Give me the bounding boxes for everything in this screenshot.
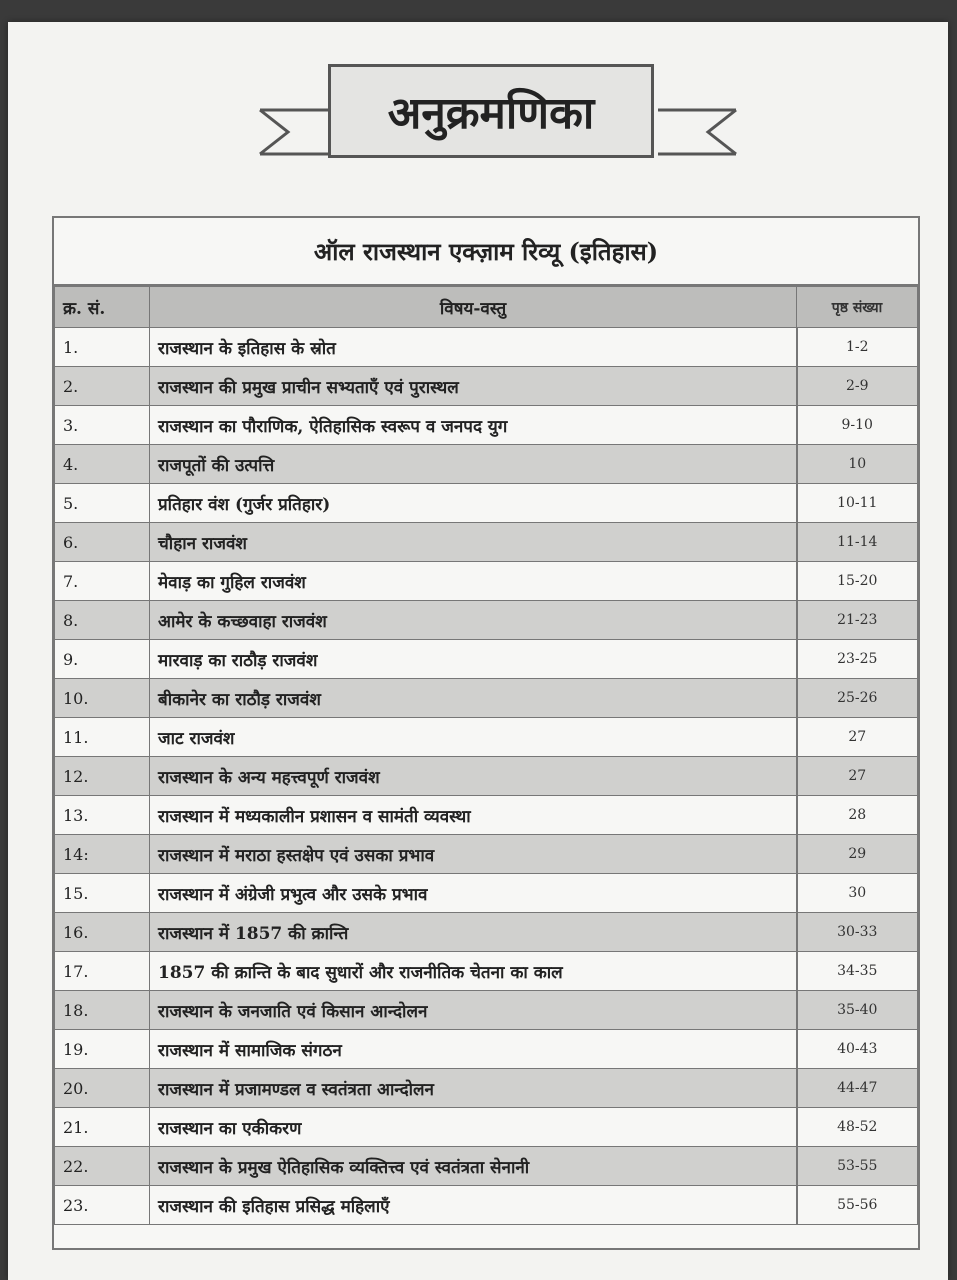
row-topic: बीकानेर का राठौड़ राजवंश — [150, 679, 797, 718]
table-row — [55, 562, 918, 601]
row-page: 27 — [797, 718, 918, 757]
toc-table — [54, 286, 918, 1225]
header-row — [55, 287, 918, 328]
row-sno: 1. — [55, 328, 150, 367]
table-row — [55, 952, 918, 991]
row-topic: राजस्थान में सामाजिक संगठन — [150, 1030, 797, 1069]
row-page: 44-47 — [797, 1069, 918, 1108]
row-topic: जाट राजवंश — [150, 718, 797, 757]
row-topic: प्रतिहार वंश (गुर्जर प्रतिहार) — [150, 484, 797, 523]
row-sno: 20. — [55, 1069, 150, 1108]
row-topic: राजस्थान का एकीकरण — [150, 1108, 797, 1147]
row-sno: 9. — [55, 640, 150, 679]
table-row — [55, 796, 918, 835]
table-row — [55, 523, 918, 562]
row-sno: 19. — [55, 1030, 150, 1069]
row-sno: 18. — [55, 991, 150, 1030]
row-topic: 1857 की क्रान्ति के बाद सुधारों और राजनीतिक चेतना का काल — [150, 952, 797, 991]
row-sno: 2. — [55, 367, 150, 406]
row-page: 23-25 — [797, 640, 918, 679]
row-page: 21-23 — [797, 601, 918, 640]
row-topic: राजस्थान के अन्य महत्त्वपूर्ण राजवंश — [150, 757, 797, 796]
row-page: 11-14 — [797, 523, 918, 562]
row-sno: 8. — [55, 601, 150, 640]
row-topic: राजस्थान की इतिहास प्रसिद्ध महिलाएँ — [150, 1186, 797, 1225]
row-page: 27 — [797, 757, 918, 796]
table-row — [55, 367, 918, 406]
row-sno: 5. — [55, 484, 150, 523]
table-row — [55, 718, 918, 757]
row-page: 9-10 — [797, 406, 918, 445]
row-page: 30 — [797, 874, 918, 913]
row-topic: राजस्थान में अंग्रेजी प्रभुत्व और उसके प्रभाव — [150, 874, 797, 913]
table-row — [55, 1108, 918, 1147]
row-sno: 21. — [55, 1108, 150, 1147]
row-sno: 15. — [55, 874, 150, 913]
row-topic: राजस्थान की प्रमुख प्राचीन सभ्यताएँ एवं पुरास्थल — [150, 367, 797, 406]
row-page: 28 — [797, 796, 918, 835]
row-page: 40-43 — [797, 1030, 918, 1069]
table-row — [55, 484, 918, 523]
row-page: 15-20 — [797, 562, 918, 601]
row-page: 30-33 — [797, 913, 918, 952]
row-topic: राजस्थान में 1857 की क्रान्ति — [150, 913, 797, 952]
row-topic: राजस्थान का पौराणिक, ऐतिहासिक स्वरूप व जनपद युग — [150, 406, 797, 445]
row-sno: 13. — [55, 796, 150, 835]
row-topic: राजपूतों की उत्पत्ति — [150, 445, 797, 484]
row-sno: 11. — [55, 718, 150, 757]
row-page: 48-52 — [797, 1108, 918, 1147]
page-title: अनुक्रमणिका — [387, 88, 595, 139]
table-row — [55, 1186, 918, 1225]
table-row — [55, 1030, 918, 1069]
row-page: 34-35 — [797, 952, 918, 991]
row-topic: राजस्थान के प्रमुख ऐतिहासिक व्यक्तित्त्व एवं स्वतंत्रता सेनानी — [150, 1147, 797, 1186]
row-page: 55-56 — [797, 1186, 918, 1225]
row-page: 10-11 — [797, 484, 918, 523]
column-header-page: पृष्ठ संख्या — [797, 287, 918, 328]
table-row — [55, 913, 918, 952]
row-sno: 17. — [55, 952, 150, 991]
row-topic: मारवाड़ का राठौड़ राजवंश — [150, 640, 797, 679]
row-page: 10 — [797, 445, 918, 484]
row-sno: 10. — [55, 679, 150, 718]
row-sno: 4. — [55, 445, 150, 484]
table-row — [55, 328, 918, 367]
table-row — [55, 1069, 918, 1108]
row-sno: 6. — [55, 523, 150, 562]
row-sno: 7. — [55, 562, 150, 601]
row-page: 1-2 — [797, 328, 918, 367]
row-topic: राजस्थान में मराठा हस्तक्षेप एवं उसका प्रभाव — [150, 835, 797, 874]
table-row — [55, 445, 918, 484]
row-sno: 16. — [55, 913, 150, 952]
row-topic: चौहान राजवंश — [150, 523, 797, 562]
row-sno: 23. — [55, 1186, 150, 1225]
table-row — [55, 874, 918, 913]
row-sno: 3. — [55, 406, 150, 445]
toc-rows — [55, 328, 918, 1225]
title-banner — [258, 62, 738, 172]
table-row — [55, 991, 918, 1030]
banner-box — [328, 64, 654, 158]
table-row — [55, 601, 918, 640]
row-topic: आमेर के कच्छवाहा राजवंश — [150, 601, 797, 640]
row-page: 35-40 — [797, 991, 918, 1030]
row-page: 29 — [797, 835, 918, 874]
table-row — [55, 757, 918, 796]
toc-title: ऑल राजस्थान एक्ज़ाम रिव्यू (इतिहास) — [54, 218, 918, 286]
row-sno: 12. — [55, 757, 150, 796]
row-topic: राजस्थान में प्रजामण्डल व स्वतंत्रता आन्दोलन — [150, 1069, 797, 1108]
table-row — [55, 406, 918, 445]
row-topic: मेवाड़ का गुहिल राजवंश — [150, 562, 797, 601]
row-page: 53-55 — [797, 1147, 918, 1186]
table-of-contents — [52, 216, 920, 1250]
table-row — [55, 1147, 918, 1186]
row-topic: राजस्थान के जनजाति एवं किसान आन्दोलन — [150, 991, 797, 1030]
row-sno: 22. — [55, 1147, 150, 1186]
ribbon-right-decoration — [648, 102, 738, 162]
row-page: 25-26 — [797, 679, 918, 718]
row-page: 2-9 — [797, 367, 918, 406]
column-header-topic: विषय-वस्तु — [150, 287, 797, 328]
table-row — [55, 679, 918, 718]
row-topic: राजस्थान में मध्यकालीन प्रशासन व सामंती व्यवस्था — [150, 796, 797, 835]
table-row — [55, 640, 918, 679]
book-page — [8, 22, 948, 1280]
row-topic: राजस्थान के इतिहास के स्रोत — [150, 328, 797, 367]
column-header-sno: क्र. सं. — [55, 287, 150, 328]
table-row — [55, 835, 918, 874]
row-sno: 14: — [55, 835, 150, 874]
